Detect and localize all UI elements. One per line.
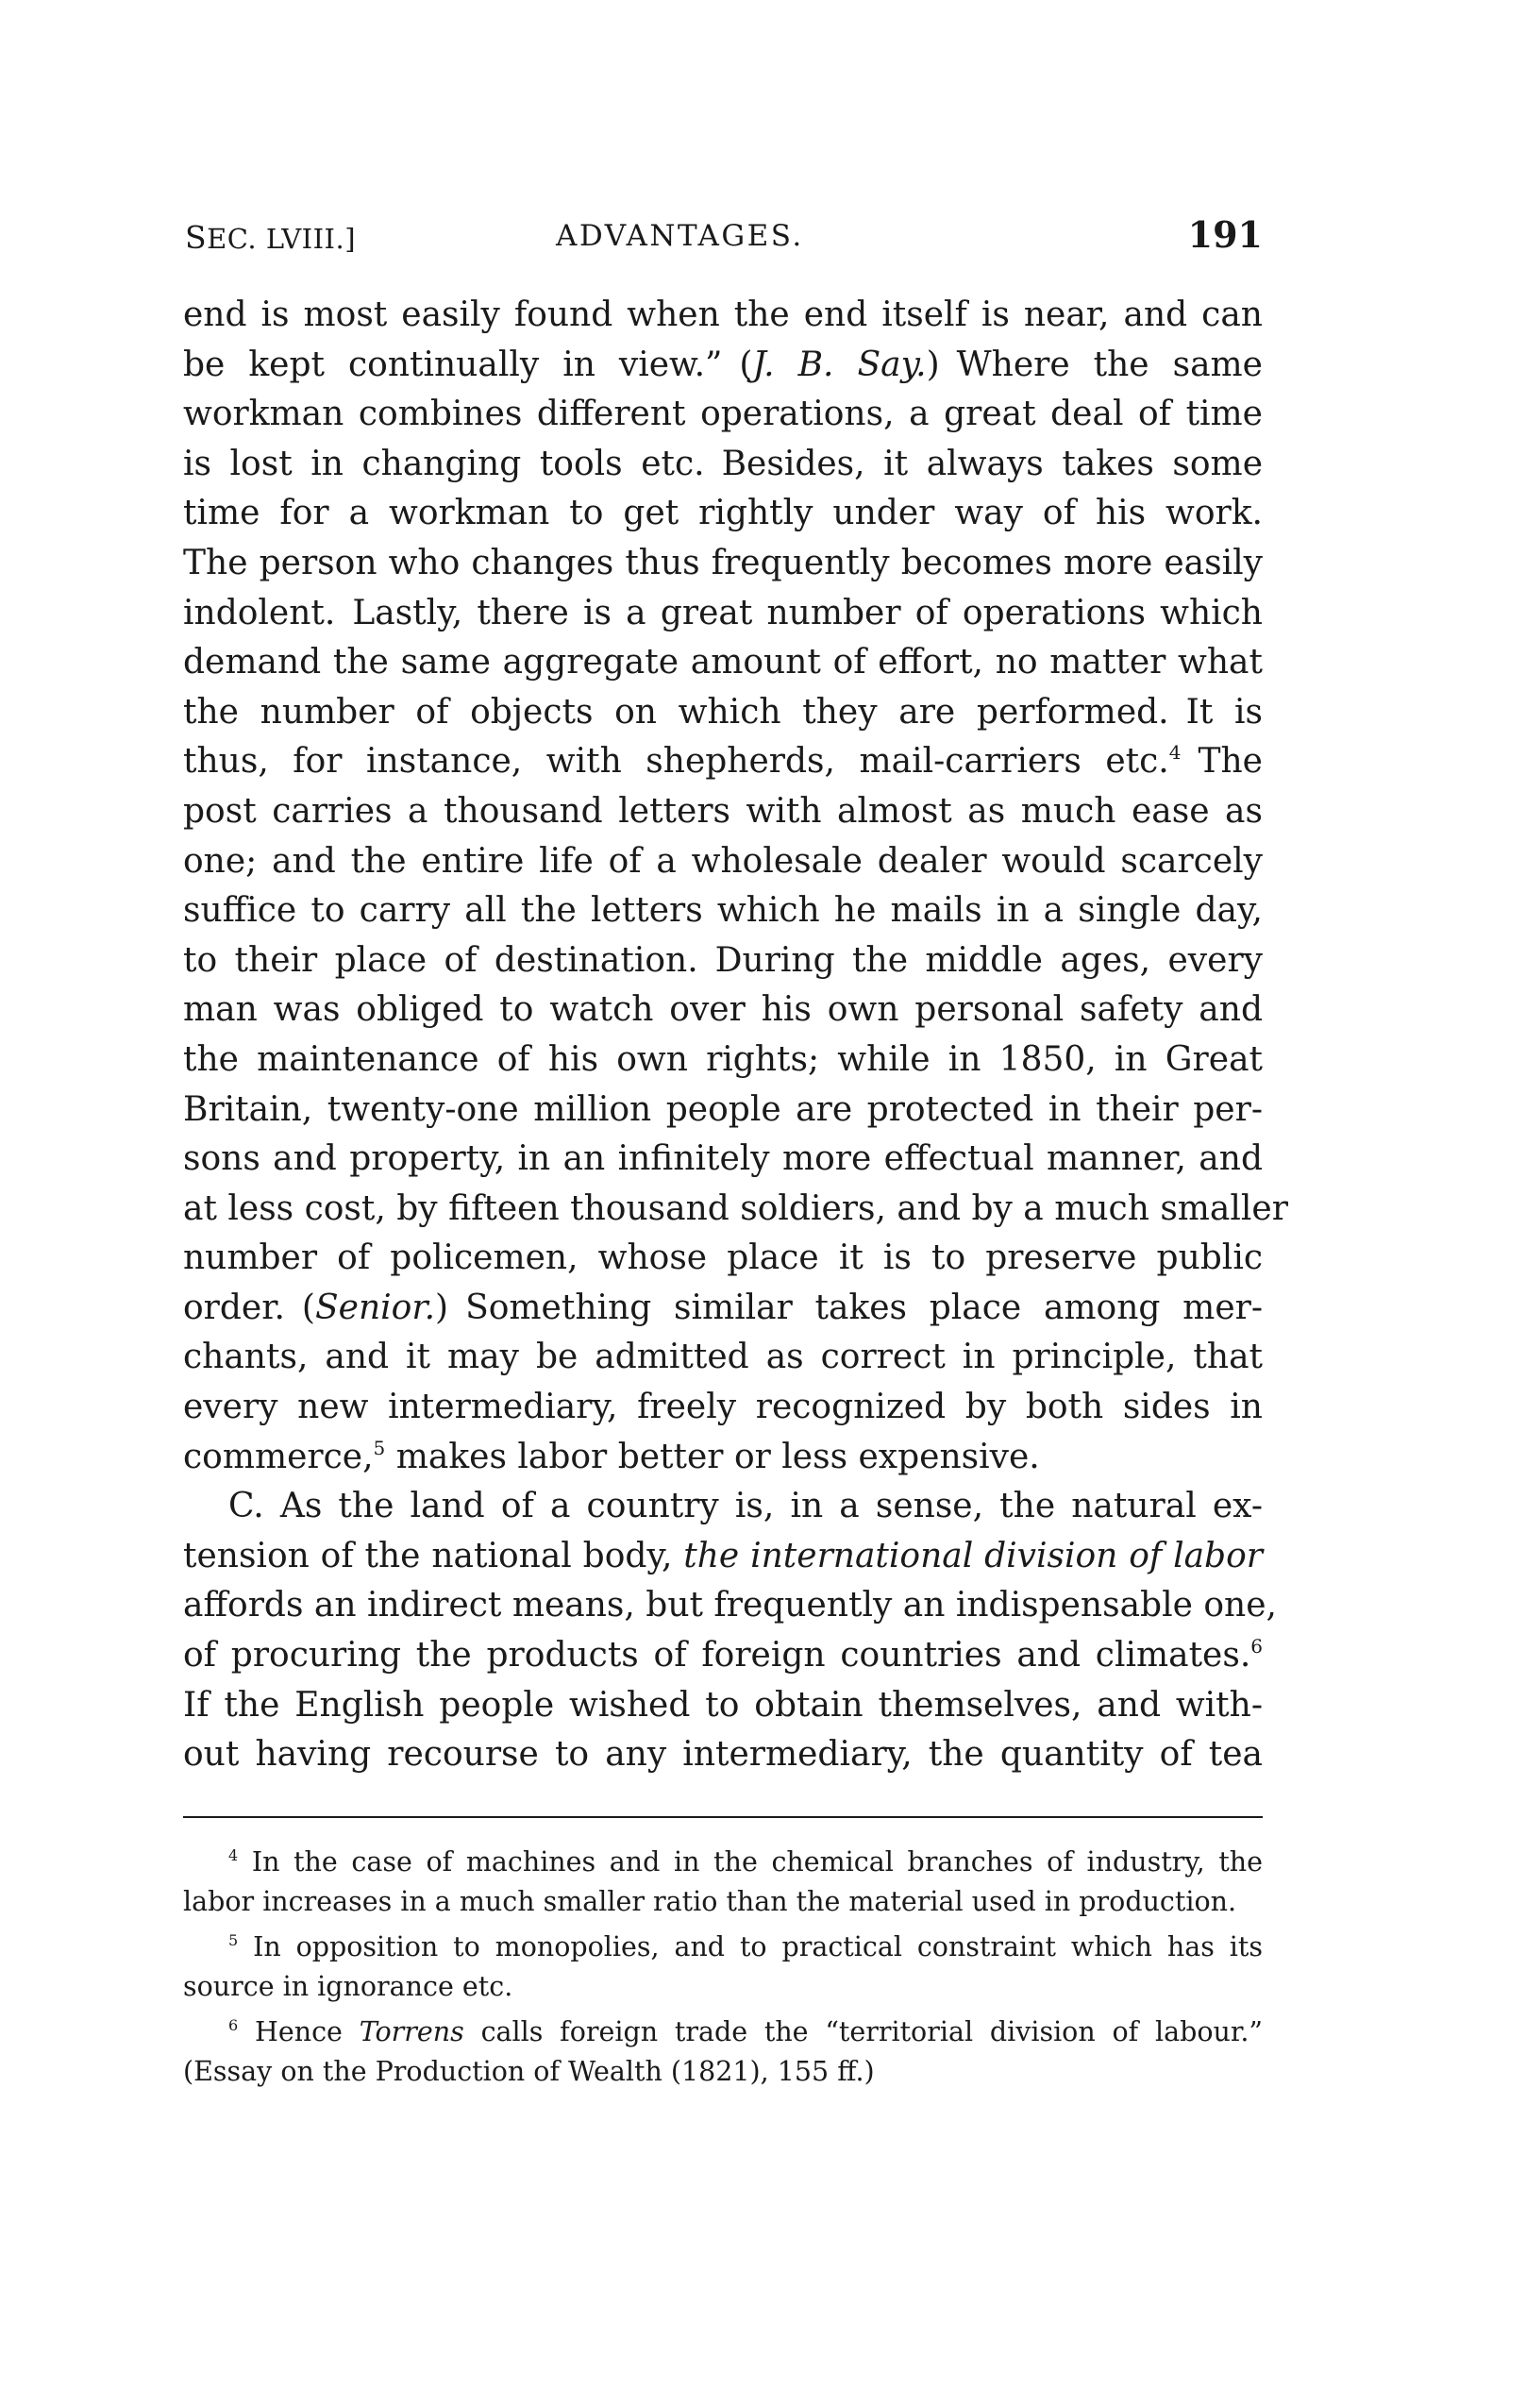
text-line: [183, 1482, 1263, 1532]
text-line: [183, 1532, 1263, 1582]
text-run: If the English people wished to obtain themselves, and with-: [183, 1685, 1263, 1725]
italic-text: J. B. Say.: [752, 345, 927, 384]
text-run: Britain, twenty-one million people are protected in their per-: [183, 1089, 1263, 1129]
text-run: commerce,: [183, 1437, 374, 1476]
text-line: [183, 1681, 1263, 1731]
text-line: [183, 589, 1263, 639]
text-line: [183, 688, 1263, 738]
text-run: In opposition to monopolies, and to practical constraint which has its: [238, 1931, 1263, 1962]
footnotes: [183, 1843, 1263, 2092]
text-run: indolent. Lastly, there is a great number of operations which: [183, 593, 1263, 632]
text-run: thus, for instance, with shepherds, mail-carriers etc.: [183, 742, 1169, 782]
text-line: [183, 440, 1263, 490]
page-number: 191: [1187, 213, 1263, 256]
text-run: is lost in changing tools etc. Besides, it always takes some: [183, 444, 1263, 483]
footnote-marker: 5: [228, 1931, 239, 1949]
text-run: the number of objects on which they are performed. It is: [183, 692, 1263, 732]
footnote-marker: 6: [228, 2016, 239, 2034]
text-line: [183, 1581, 1277, 1631]
text-line: [183, 737, 1263, 787]
text-run: ) Something similar takes place among mer-: [435, 1288, 1263, 1327]
footnote-marker: 5: [373, 1436, 386, 1459]
footnote-rule: [183, 1816, 1263, 1818]
text-line: [183, 638, 1263, 688]
text-run: be kept continually in view.” (: [183, 345, 753, 384]
section-label: SEC. LVIII.]: [185, 219, 357, 256]
text-run: of procuring the products of foreign countries and climates.: [183, 1636, 1251, 1675]
text-run: the maintenance of his own rights; while in 1850, in Great: [183, 1039, 1263, 1079]
text-line: [183, 787, 1263, 837]
text-line: [183, 390, 1263, 440]
text-run: The person who changes thus frequently becomes more easily: [183, 543, 1263, 582]
text-run: affords an indirect means, but frequently an indispensable one,: [183, 1586, 1277, 1625]
text-run: every new intermediary, freely recognized by both sides in: [183, 1388, 1263, 1427]
text-line: [183, 489, 1263, 539]
text-run: In the case of machines and in the chemical branches of industry, the: [238, 1846, 1263, 1878]
text-line: [183, 1631, 1263, 1681]
footnote-marker: 6: [1250, 1635, 1263, 1659]
text-run: tension of the national body,: [183, 1536, 684, 1575]
footnote-marker: 4: [1168, 741, 1182, 765]
body-text: [183, 291, 1288, 1780]
text-run: number of policemen, whose place it is to preserve public: [183, 1238, 1263, 1278]
text-line: [183, 1036, 1263, 1086]
text-run: to their place of destination. During the middle ages, every: [183, 940, 1263, 980]
italic-text: Senior.: [314, 1288, 436, 1327]
text-run: man was obliged to watch over his own personal safety and: [183, 990, 1263, 1030]
text-run: end is most easily found when the end itself is near, and can: [183, 295, 1263, 334]
text-run: suffice to carry all the letters which he mails in a single day,: [183, 891, 1263, 931]
text-line: [183, 291, 1263, 341]
text-line: [183, 1433, 1263, 1483]
text-run: demand the same aggregate amount of effort, no matter what: [183, 643, 1263, 682]
text-run: The: [1181, 742, 1263, 782]
text-line: [183, 1185, 1288, 1235]
text-run: labor increases in a much smaller ratio than the material used in production.: [183, 1886, 1237, 1917]
footnote: [183, 2012, 1263, 2092]
text-run: one; and the entire life of a wholesale dealer would scarcely: [183, 841, 1263, 881]
text-line: [183, 1882, 1263, 1922]
footnote: [183, 1843, 1263, 1922]
italic-text: Torrens: [359, 2016, 464, 2047]
text-line: [183, 936, 1263, 986]
text-line: [183, 1284, 1263, 1334]
footnote-marker: 4: [228, 1846, 239, 1864]
text-line: [183, 985, 1263, 1036]
text-line: [183, 1086, 1263, 1136]
text-run: (Essay on the Production of Wealth (1821), 155 ff.): [183, 2056, 875, 2087]
text-line: [183, 2052, 1263, 2092]
running-head: [183, 213, 1263, 259]
text-line: [183, 2012, 1263, 2052]
text-run: order. (: [183, 1288, 315, 1327]
text-run: calls foreign trade the “territorial division of labour.”: [463, 2016, 1263, 2047]
text-line: [183, 1928, 1263, 1967]
text-run: chants, and it may be admitted as correct in principle, that: [183, 1338, 1263, 1377]
text-line: [183, 1967, 1263, 2007]
text-line: [183, 1843, 1263, 1882]
text-run: out having recourse to any intermediary, the quantity of tea: [183, 1735, 1263, 1775]
text-run: sons and property, in an infinitely more effectual manner, and: [183, 1139, 1263, 1179]
text-line: [183, 341, 1263, 391]
text-run: post carries a thousand letters with almost as much ease as: [183, 791, 1263, 831]
text-run: ) Where the same: [926, 345, 1263, 384]
text-run: Hence: [238, 2016, 360, 2047]
text-line: [183, 1135, 1263, 1185]
text-run: source in ignorance etc.: [183, 1971, 513, 2002]
text-line: [183, 1234, 1263, 1284]
text-line: [183, 1730, 1263, 1780]
text-line: [183, 837, 1263, 887]
text-run: makes labor better or less expensive.: [385, 1437, 1040, 1476]
text-run: time for a workman to get rightly under way of his work.: [183, 494, 1263, 533]
text-line: [183, 1383, 1263, 1433]
italic-text: the international division of labor: [683, 1536, 1263, 1575]
text-line: [183, 886, 1263, 936]
text-run: C. As the land of a country is, in a sense, the natural ex-: [228, 1487, 1263, 1526]
text-run: workman combines different operations, a great deal of time: [183, 395, 1263, 434]
text-line: [183, 1333, 1263, 1383]
footnote: [183, 1928, 1263, 2007]
text-line: [183, 539, 1263, 589]
running-title: ADVANTAGES.: [556, 219, 804, 253]
text-run: at less cost, by fifteen thousand soldiers, and by a much smaller: [183, 1188, 1288, 1228]
